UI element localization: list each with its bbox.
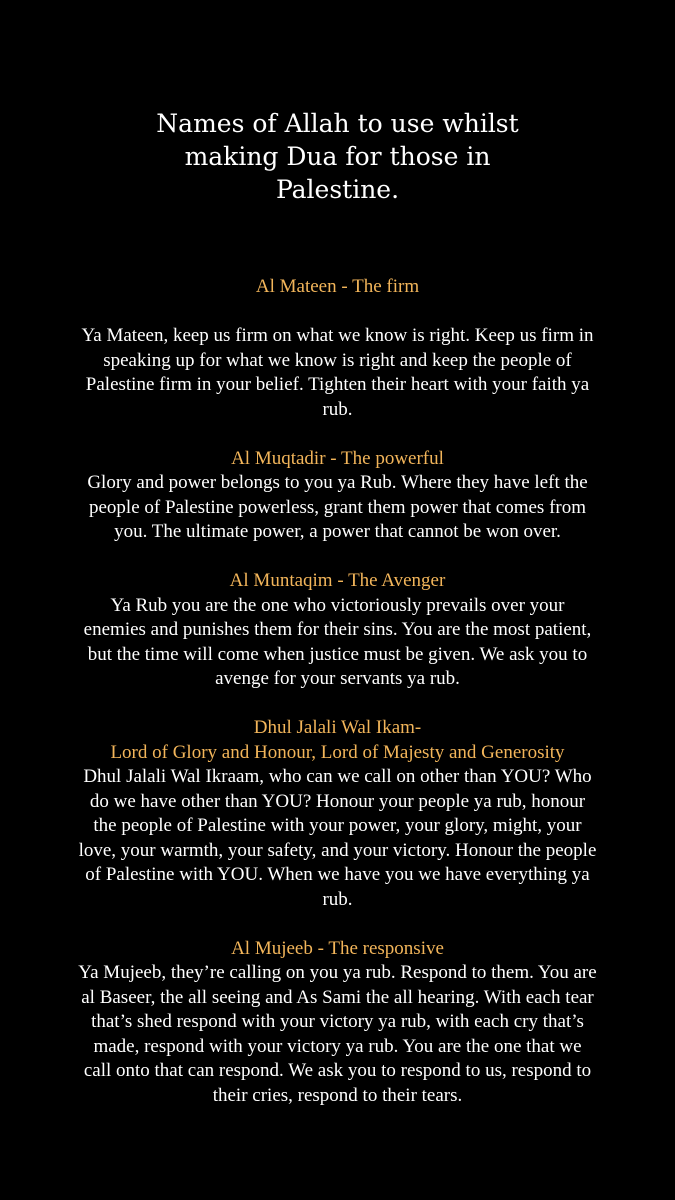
body-line: people of Palestine powerless, grant them power that comes from: [88, 496, 587, 518]
body-line: speaking up for what we know is right and keep the people of: [103, 349, 572, 371]
body-line: Glory and power belongs to you ya Rub. Where they have left the: [87, 472, 588, 493]
body-line: made, respond with your victory ya rub. You are the one that we: [93, 1035, 582, 1057]
body-line: Palestine firm in your belief. Tighten their heart with your faith ya: [85, 374, 590, 395]
spacer: [0, 300, 675, 325]
section-al-mujeeb: [0, 937, 675, 1109]
body-line: Dhul Jalali Wal Ikraam, who can we call on other than YOU? Who: [83, 766, 592, 787]
body-line: the people of Palestine with your power, your glory, might, your: [93, 815, 582, 836]
body-line: of Palestine with YOU. When we have you we have everything ya: [85, 864, 590, 885]
body-line: that’s shed respond with your victory ya rub, with each cry that’s: [91, 1011, 584, 1032]
spacer: [0, 422, 675, 447]
spacer: [0, 692, 675, 717]
section-heading: Al Mujeeb - The responsive: [231, 937, 444, 959]
body-line: you. The ultimate power, a power that cannot be won over.: [114, 521, 561, 542]
section-heading: Al Mateen - The firm: [255, 276, 420, 297]
body-line: call onto that can respond. We ask you to respond to us, respond to: [83, 1060, 592, 1081]
title-line: Palestine.: [275, 175, 400, 204]
spacer: [0, 912, 675, 937]
body-line: their cries, respond to their tears.: [212, 1084, 463, 1106]
spacer: [0, 545, 675, 570]
section-heading: Al Muqtadir - The powerful: [231, 447, 444, 469]
body-line: do we have other than YOU? Honour your people ya rub, honour: [89, 790, 586, 812]
section-al-muntaqim: [0, 569, 675, 692]
section-dhul-jalali: [0, 716, 675, 912]
body-line: love, your warmth, your safety, and your victory. Honour the people: [78, 839, 597, 861]
body-line: avenge for your servants ya rub.: [215, 668, 460, 689]
body-line: Ya Mujeeb, they’re calling on you ya rub. Respond to them. You are: [78, 962, 597, 983]
title-line: Names of Allah to use whilst: [156, 109, 519, 138]
section-subheading: Lord of Glory and Honour, Lord of Majesty and Generosity: [110, 741, 565, 763]
title-line: making Dua for those in: [184, 142, 491, 171]
body-line: enemies and punishes them for their sins. You are the most patient,: [83, 619, 592, 640]
body-line: Ya Mateen, keep us firm on what we know is right. Keep us firm in: [81, 325, 594, 346]
section-heading: Dhul Jalali Wal Ikam-: [253, 717, 422, 738]
section-heading: Al Muntaqim - The Avenger: [229, 570, 446, 591]
body-line: rub.: [322, 888, 353, 910]
body-line: but the time will come when justice must be given. We ask you to: [87, 643, 588, 665]
dua-content: [0, 275, 675, 1108]
page-title: [0, 107, 675, 206]
body-line: rub.: [322, 398, 353, 420]
section-al-muqtadir: [0, 447, 675, 545]
body-line: al Baseer, the all seeing and As Sami the all hearing. With each tear: [81, 986, 594, 1008]
section-al-mateen: [0, 275, 675, 422]
body-line: Ya Rub you are the one who victoriously prevails over your: [110, 594, 565, 616]
